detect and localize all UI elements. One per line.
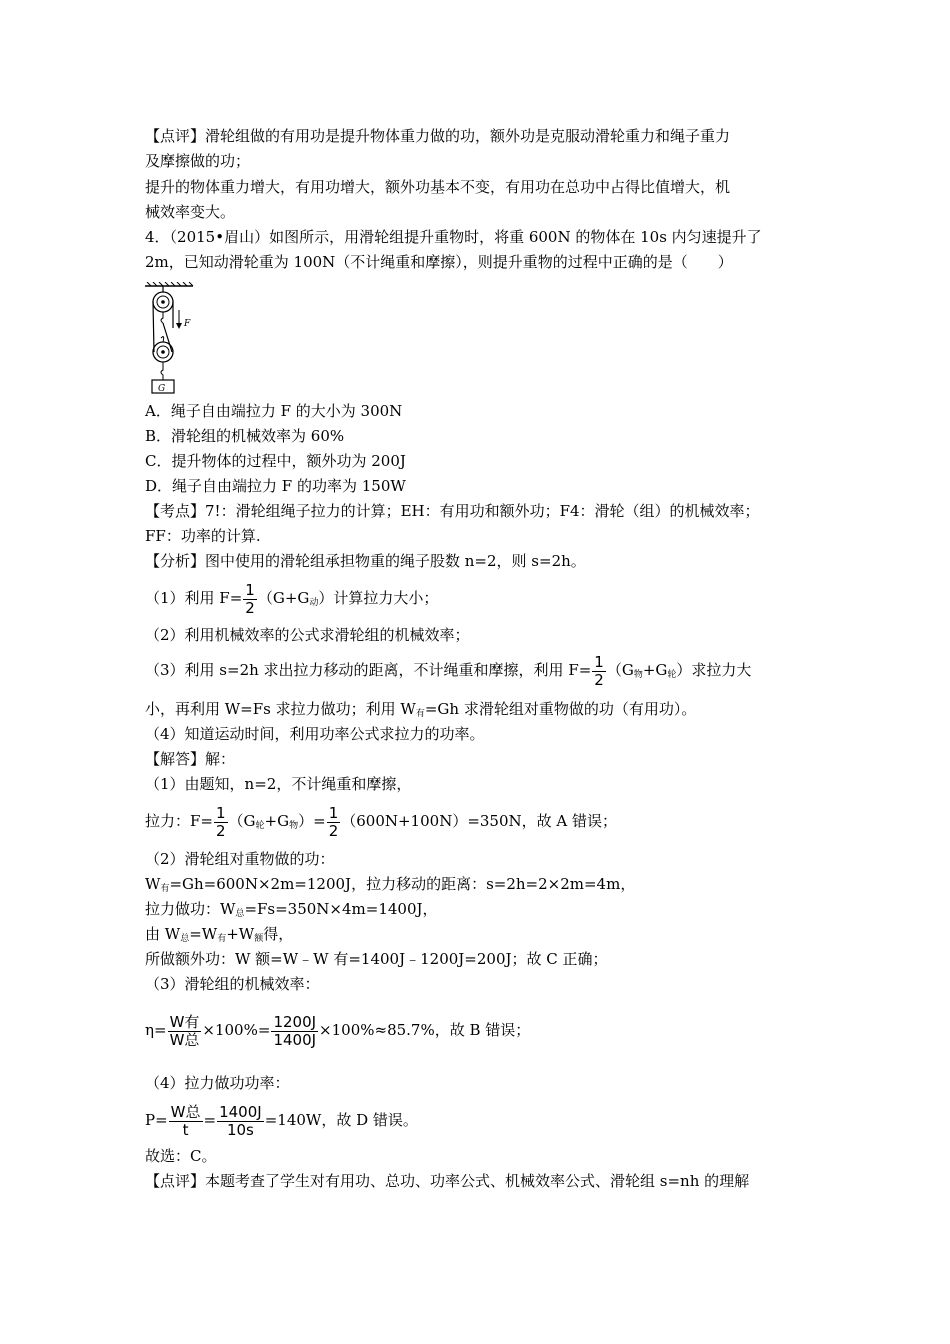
solution-step-3: （3）滑轮组的机械效率： bbox=[145, 975, 320, 993]
review-line-1: 【点评】滑轮组做的有用功是提升物体重力做的功，额外功是克服动滑轮重力和绳子重力 bbox=[145, 127, 731, 145]
solution-step-2-b: 拉力做功：$W_总=Fs=350N\times 4m=1400J$， bbox=[145, 900, 438, 919]
fraction-values: $\frac{1200J}{1400J}$ bbox=[273, 1012, 317, 1049]
analysis-step-3: （3）利用 s=2h 求出拉力移动的距离，不计绳重和摩擦，利用 F= $\frac{1}{2}$ $(G_物+G_轮)$求拉力大 bbox=[145, 652, 752, 689]
option-b: B．滑轮组的机械效率为 60% bbox=[145, 427, 345, 445]
solution-head: 【解答】解： bbox=[145, 750, 236, 768]
option-d: D．绳子自由端拉力 F 的功率为 150W bbox=[145, 477, 406, 495]
solution-step-4: （4）拉力做功功率： bbox=[145, 1074, 290, 1092]
fraction-power-values: $\frac{1400J}{10s}$ bbox=[219, 1102, 262, 1139]
question-line-1: 4．（2015•眉山）如图所示，用滑轮组提升重物时，将重 600N 的物体在 10s 内匀速提升了 bbox=[145, 228, 762, 246]
solution-step-1-calc: 拉力：F= $\frac{1}{2}$ $(G_轮+G_物)=$ $\frac{1}{2}$ （600N+100N）=350N，故 A 错误； bbox=[145, 803, 618, 840]
text-run: （1）利用 F= bbox=[145, 589, 243, 607]
solution-step-2-a: $W_有=Gh=600N\times 2m=1200J$，拉力移动的距离：s=2h=2×2m=4m， bbox=[145, 875, 636, 894]
kaodian-line-1: 【考点】7!：滑轮组绳子拉力的计算；EH：有用功和额外功；F4：滑轮（组）的机械效率； bbox=[145, 502, 760, 520]
analysis-head: 【分析】图中使用的滑轮组承担物重的绳子股数 n=2，则 s=2h。 bbox=[145, 552, 586, 570]
solution-step-2: （2）滑轮组对重物做的功： bbox=[145, 850, 335, 868]
fraction-efficiency: $\frac{\text{W有}}{\text{W总}}$ bbox=[169, 1012, 200, 1049]
option-a: A．绳子自由端拉力 F 的大小为 300N bbox=[145, 402, 403, 420]
fraction-half: $\frac{1}{2}$ bbox=[594, 652, 604, 689]
fraction-half: $\frac{1}{2}$ bbox=[215, 803, 226, 840]
solution-step-3-calc: η= $\frac{\text{W有}}{\text{W总}}$ ×100%= $\frac{1200J}{1400J}$ ×100%≈85.7%，故 B 错误； bbox=[145, 1012, 531, 1049]
fraction-half: $\frac{1}{2}$ bbox=[328, 803, 339, 840]
option-c: C．提升物体的过程中，额外功为 200J bbox=[145, 452, 406, 470]
analysis-step-1: （1）利用 F= $\frac{1}{2}$ $(G+G_动)$计算拉力大小； bbox=[145, 580, 439, 617]
kaodian-line-2: FF：功率的计算. bbox=[145, 527, 261, 545]
review-line-4: 械效率变大。 bbox=[145, 203, 236, 221]
rope-left bbox=[153, 302, 154, 352]
review-line-2: 及摩擦做的功； bbox=[145, 152, 251, 170]
solution-step-4-calc: P= $\frac{\text{W总}}{t}$ = $\frac{1400J}{10s}$ =140W，故 D 错误。 bbox=[145, 1102, 418, 1139]
solution-answer: 故选：C。 bbox=[145, 1147, 217, 1165]
pulley-figure bbox=[143, 282, 198, 394]
force-label: F bbox=[184, 319, 191, 329]
analysis-step-4: （4）知道运动时间，利用功率公式求拉力的功率。 bbox=[145, 725, 485, 743]
solution-step-2-d: 所做额外功：W 额=W﹣W 有=1400J﹣1200J=200J；故 C 正确； bbox=[145, 950, 608, 968]
block-label: G bbox=[158, 384, 166, 394]
solution-step-1: （1）由题知，n=2，不计绳重和摩擦， bbox=[145, 775, 412, 793]
analysis-step-3b: 小，再利用 W=Fs 求拉力做功；利用 $W_有=Gh$ 求滑轮组对重物做的功（有用功）。 bbox=[145, 700, 697, 719]
solution-step-2-c: 由 $W_总=W_有+W_额$得， bbox=[145, 925, 294, 944]
analysis-step-2: （2）利用机械效率的公式求滑轮组的机械效率； bbox=[145, 626, 470, 644]
question-line-2: 2m，已知动滑轮重为 100N（不计绳重和摩擦），则提升重物的过程中正确的是（ ） bbox=[145, 253, 733, 271]
fraction-power: $\frac{\text{W总}}{t}$ bbox=[170, 1102, 201, 1139]
review-2-line-1: 【点评】本题考查了学生对有用功、总功、功率公式、机械效率公式、滑轮组 s=nh 的理解 bbox=[145, 1172, 750, 1190]
review-line-3: 提升的物体重力增大，有用功增大，额外功基本不变，有用功在总功中占得比值增大，机 bbox=[145, 178, 731, 196]
fraction-half: $\frac{1}{2}$ bbox=[245, 580, 255, 617]
